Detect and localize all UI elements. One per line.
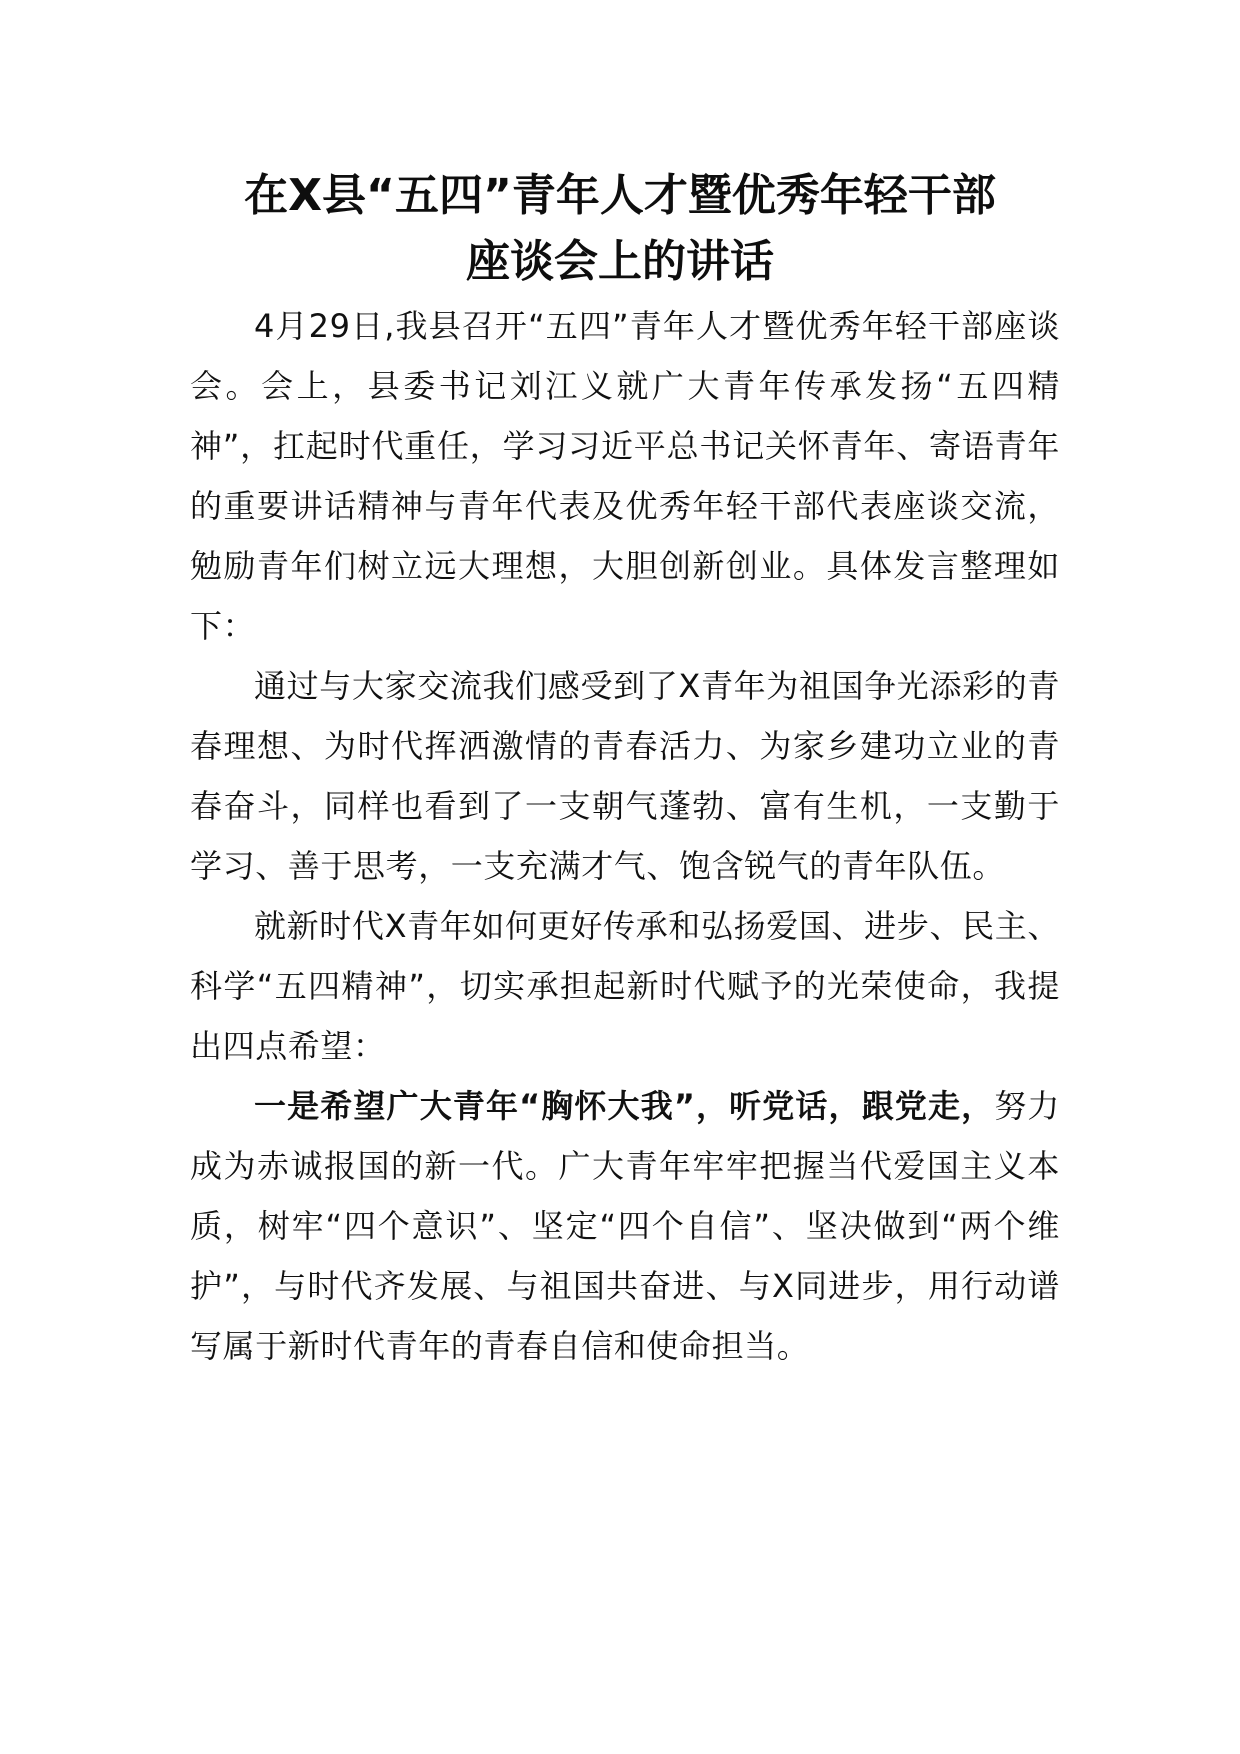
paragraph-hopes-intro: 就新时代X青年如何更好传承和弘扬爱国、进步、民主、科学“五四精神”，切实承担起新时代赋予的光荣使命，我提出四点希望： xyxy=(190,907,1060,1065)
document-title-line-2: 座谈会上的讲话 xyxy=(466,236,774,287)
document-body xyxy=(190,296,1060,1376)
paragraph-hope-one-body: 努力成为赤诚报国的新一代。广大青年牢牢把握当代爱国主义本质，树牢“四个意识”、坚定“四个自信”、坚决做到“两个维护”，与时代齐发展、与祖国共奋进、与X同进步，用行动谱写属于新时代青年的青春自信和使命担当。 xyxy=(190,1087,1060,1365)
paragraph-hope-one-lead: 一是希望广大青年“胸怀大我”，听党话，跟党走， xyxy=(254,1087,995,1125)
paragraph-intro: 4月29日,我县召开“五四”青年人才暨优秀年轻干部座谈会。会上，县委书记刘江义就广大青年传承发扬“五四精神”，扛起时代重任，学习习近平总书记关怀青年、寄语青年的重要讲话精神与青年代表及优秀年轻干部代表座谈交流，勉励青年们树立远大理想，大胆创新创业。具体发言整理如下： xyxy=(190,307,1060,645)
paragraph-hope-one xyxy=(190,1076,1060,1376)
paragraph-impressions: 通过与大家交流我们感受到了X青年为祖国争光添彩的青春理想、为时代挥洒激情的青春活力、为家乡建功立业的青春奋斗，同样也看到了一支朝气蓬勃、富有生机，一支勤于学习、善于思考，一支充满才气、饱含锐气的青年队伍。 xyxy=(190,667,1060,885)
document-title-line-1: 在X县“五四”青年人才暨优秀年轻干部 xyxy=(244,170,996,221)
